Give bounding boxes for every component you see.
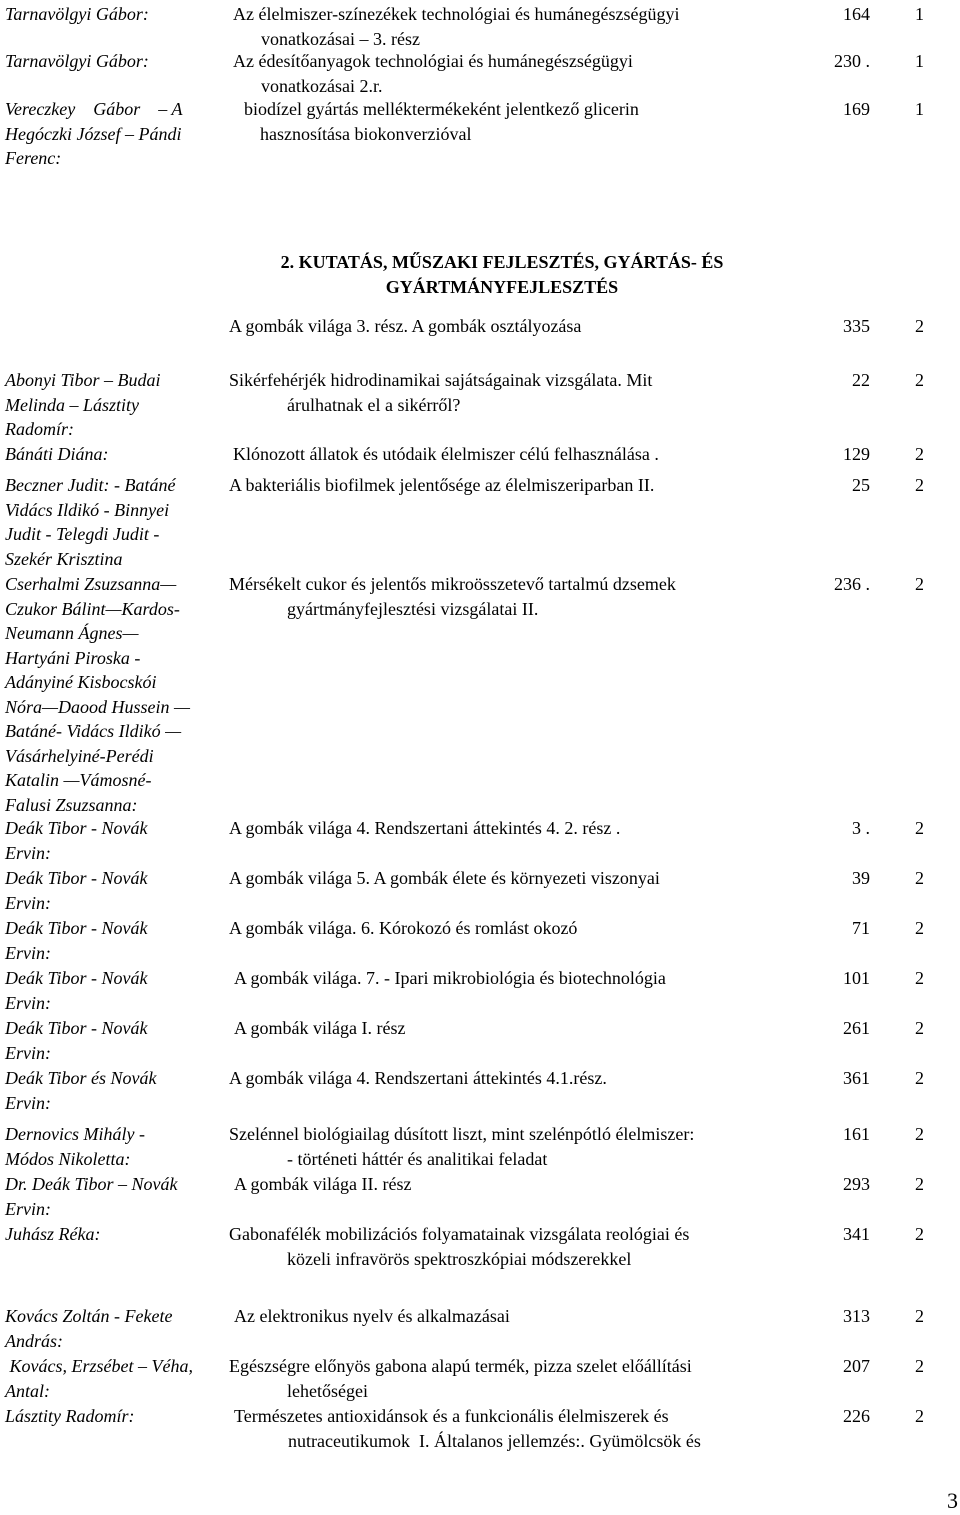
entry-author: Cserhalmi Zsuzsanna— Czukor Bálint—Kardos- Neumann Ágnes— Hartyáni Piroska - Adányiné Kisbocskói Nóra—Daood Hussein — Batáné- Vidács Ildikó — Vásárhelyiné-Perédi Katalin —Vámosné- Falusi Zsuzsanna: bbox=[5, 574, 191, 815]
entry-volume: 2 bbox=[915, 1356, 924, 1376]
entry-page: 261 bbox=[843, 1018, 870, 1038]
entry-page: 101 bbox=[843, 968, 870, 988]
entry-title: A gombák világa. 7. - Ipari mikrobiológia és biotechnológia bbox=[234, 968, 666, 988]
entry-page: 164 bbox=[843, 4, 870, 24]
entry-author: Kovács Zoltán - Fekete András: bbox=[5, 1306, 173, 1351]
entry-volume: 1 bbox=[915, 99, 924, 119]
entry-author: Beczner Judit: - Batáné Vidács Ildikó - Binnyei Judit - Telegdi Judit - Szekér Krisztina bbox=[5, 475, 176, 569]
entry-author: Abonyi Tibor – Budai Melinda – Lásztity Radomír: bbox=[5, 370, 161, 439]
entry-volume: 2 bbox=[915, 1124, 924, 1144]
entry-page: 236 . bbox=[834, 574, 870, 594]
entry-title: A gombák világa 4. Rendszertani áttekintés 4.1.rész. bbox=[229, 1068, 607, 1088]
entry-volume: 2 bbox=[915, 1224, 924, 1244]
entry-title: Az elektronikus nyelv és alkalmazásai bbox=[234, 1306, 510, 1326]
entry-title: Az édesítőanyagok technológiai és humánegészségügyi vonatkozásai 2.r. bbox=[233, 51, 633, 96]
entry-author: Deák Tibor - Novák Ervin: bbox=[5, 968, 148, 1013]
entry-title: Egészségre előnyös gabona alapú termék, pizza szelet előállítási lehetőségei bbox=[229, 1356, 692, 1401]
entry-page: 313 bbox=[843, 1306, 870, 1326]
entry-volume: 2 bbox=[915, 475, 924, 495]
entry-author: Juhász Réka: bbox=[5, 1224, 101, 1244]
entry-title: Sikérfehérjék hidrodinamikai sajátságainak vizsgálata. Mit árulhatnak el a sikérről? bbox=[229, 370, 653, 415]
entry-page: 39 bbox=[852, 868, 870, 888]
entry-volume: 2 bbox=[915, 1068, 924, 1088]
entry-page: 3 . bbox=[852, 818, 870, 838]
entry-title: A gombák világa 3. rész. A gombák osztályozása bbox=[229, 316, 582, 336]
entry-volume: 2 bbox=[915, 574, 924, 594]
entry-page: 335 bbox=[843, 316, 870, 336]
entry-volume: 2 bbox=[915, 1406, 924, 1426]
entry-title: Természetes antioxidánsok és a funkcionális élelmiszerek és nutraceutikumok I. Általanos jellemzés:. Gyümölcsök és bbox=[234, 1406, 701, 1451]
entry-author: Deák Tibor - Novák Ervin: bbox=[5, 918, 148, 963]
entry-title: Mérsékelt cukor és jelentős mikroösszetevő tartalmú dzsemek gyártmányfejlesztési vizsgálatai II. bbox=[229, 574, 676, 619]
entry-page: 71 bbox=[852, 918, 870, 938]
entry-volume: 2 bbox=[915, 1174, 924, 1194]
entry-volume: 2 bbox=[915, 818, 924, 838]
section-heading: 2. KUTATÁS, MŰSZAKI FEJLESZTÉS, GYÁRTÁS- ÉS GYÁRTMÁNYFEJLESZTÉS bbox=[280, 252, 724, 297]
entry-page: 293 bbox=[843, 1174, 870, 1194]
entry-page: 361 bbox=[843, 1068, 870, 1088]
entry-author: Deák Tibor - Novák Ervin: bbox=[5, 1018, 148, 1063]
entry-volume: 1 bbox=[915, 51, 924, 71]
entry-page: 129 bbox=[843, 444, 870, 464]
entry-title: A gombák világa 4. Rendszertani áttekintés 4. 2. rész . bbox=[229, 818, 621, 838]
entry-volume: 2 bbox=[915, 370, 924, 390]
entry-title: biodízel gyártás melléktermékeként jelentkező glicerin hasznosítása biokonverzióval bbox=[244, 99, 639, 144]
entry-author: Bánáti Diána: bbox=[5, 444, 109, 464]
entry-title: Az élelmiszer-színezékek technológiai és humánegészségügyi vonatkozásai – 3. rész bbox=[233, 4, 680, 49]
entry-title: A gombák világa. 6. Kórokozó és romlást okozó bbox=[229, 918, 578, 938]
entry-title: A gombák világa I. rész bbox=[234, 1018, 406, 1038]
entry-page: 169 bbox=[843, 99, 870, 119]
entry-title: Szelénnel biológiailag dúsított liszt, mint szelénpótló élelmiszer: - történeti háttér és analitikai feladat bbox=[229, 1124, 695, 1169]
entry-page: 341 bbox=[843, 1224, 870, 1244]
entry-page: 207 bbox=[843, 1356, 870, 1376]
entry-author: Lásztity Radomír: bbox=[5, 1406, 135, 1426]
entry-page: 230 . bbox=[834, 51, 870, 71]
entry-page: 161 bbox=[843, 1124, 870, 1144]
entry-volume: 2 bbox=[915, 1306, 924, 1326]
entry-author: Deák Tibor - Novák Ervin: bbox=[5, 868, 148, 913]
entry-page: 22 bbox=[852, 370, 870, 390]
entry-volume: 2 bbox=[915, 444, 924, 464]
entry-volume: 2 bbox=[915, 868, 924, 888]
entry-author: Dr. Deák Tibor – Novák Ervin: bbox=[5, 1174, 178, 1219]
entry-title: A bakteriális biofilmek jelentősége az élelmiszeriparban II. bbox=[229, 475, 655, 495]
entry-title: Klónozott állatok és utódaik élelmiszer célú felhasználása . bbox=[233, 444, 659, 464]
entry-page: 226 bbox=[843, 1406, 870, 1426]
entry-volume: 2 bbox=[915, 968, 924, 988]
entry-title: Gabonafélék mobilizációs folyamatainak vizsgálata reológiai és közeli infravörös spektroszkópiai módszerekkel bbox=[229, 1224, 690, 1269]
entry-title: A gombák világa II. rész bbox=[234, 1174, 412, 1194]
entry-volume: 2 bbox=[915, 918, 924, 938]
entry-author: Kovács, Erzsébet – Véha, Antal: bbox=[5, 1356, 193, 1401]
entry-volume: 2 bbox=[915, 1018, 924, 1038]
entry-volume: 1 bbox=[915, 4, 924, 24]
entry-author: Dernovics Mihály - Módos Nikoletta: bbox=[5, 1124, 145, 1169]
entry-page: 25 bbox=[852, 475, 870, 495]
entry-volume: 2 bbox=[915, 316, 924, 336]
entry-author: Vereczkey Gábor – A Hegóczki József – Pándi Ferenc: bbox=[5, 99, 183, 168]
page-number: 3 bbox=[947, 1488, 958, 1513]
entry-author: Deák Tibor és Novák Ervin: bbox=[5, 1068, 157, 1113]
entry-title: A gombák világa 5. A gombák élete és környezeti viszonyai bbox=[229, 868, 660, 888]
entry-author: Tarnavölgyi Gábor: bbox=[5, 51, 149, 71]
entry-author: Tarnavölgyi Gábor: bbox=[5, 4, 149, 24]
entry-author: Deák Tibor - Novák Ervin: bbox=[5, 818, 148, 863]
